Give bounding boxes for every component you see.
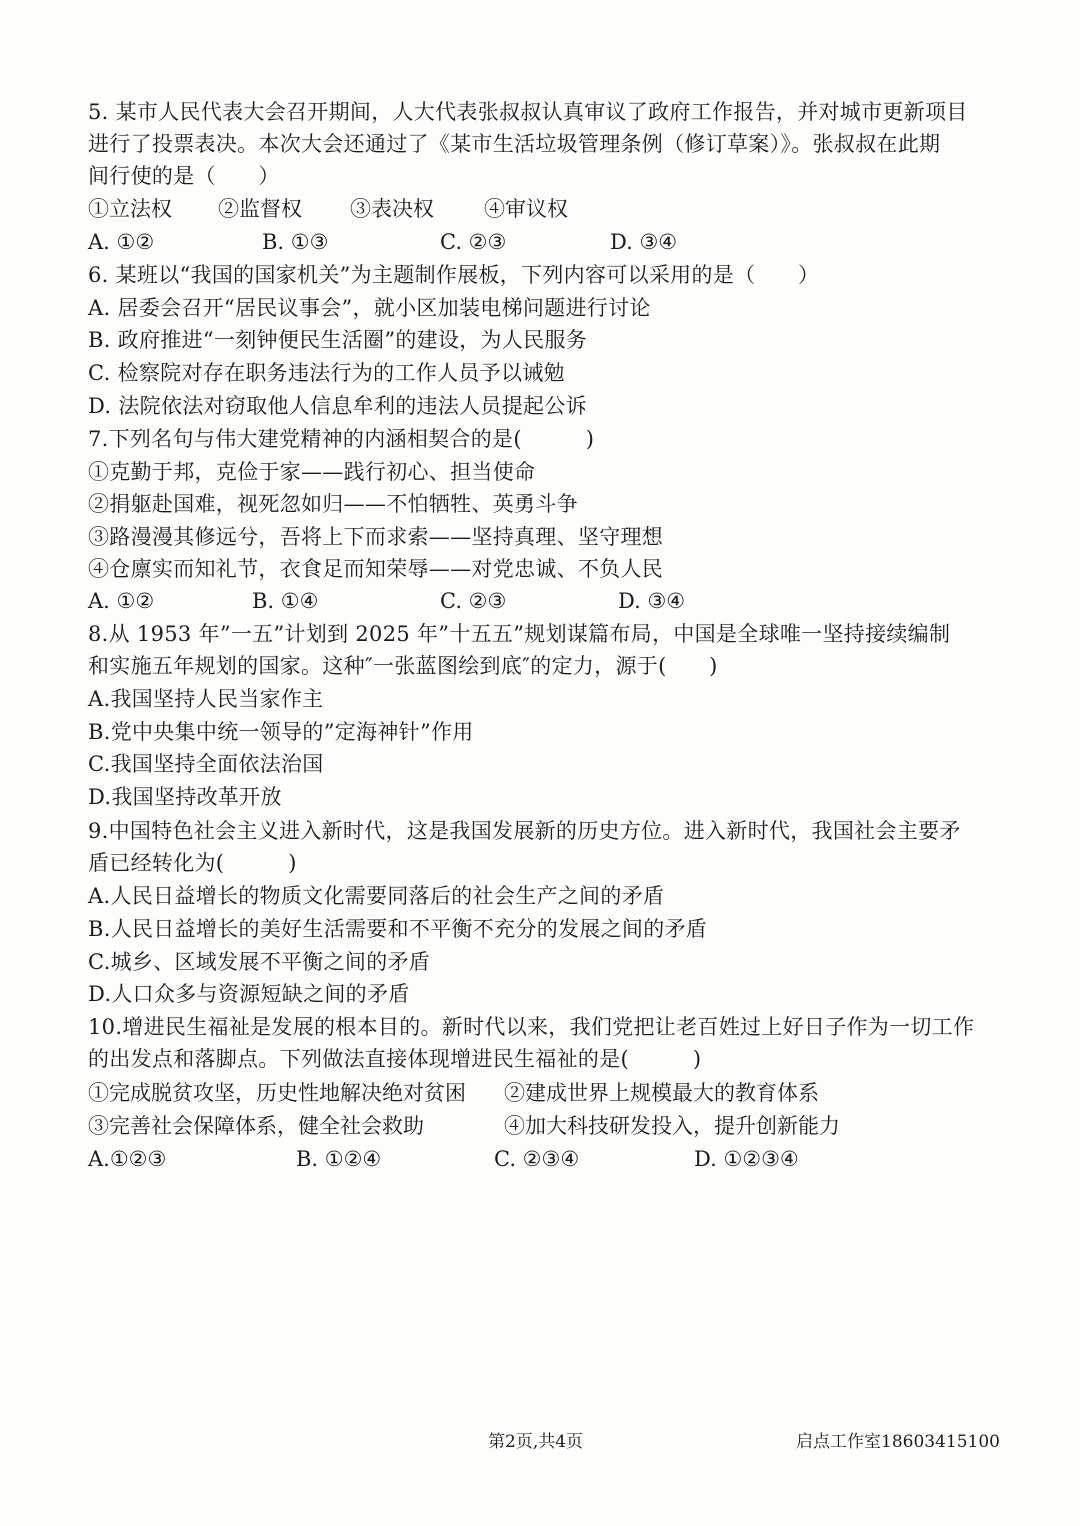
q5-item-2: ②监督权: [218, 197, 302, 221]
q7-item-1: ①克勤于邦，克俭于家——践行初心、担当使命: [88, 460, 536, 484]
q5-choice-c: C. ②③: [440, 230, 507, 254]
q7-item-4: ④仓廪实而知礼节，衣食足而知荣辱——对党忠诚、不负人民: [88, 557, 664, 581]
q7-item-3: ③路漫漫其修远兮，吾将上下而求索——坚持真理、坚守理想: [88, 525, 664, 549]
q5-stem-line-2: 进行了投票表决。本次大会还通过了《某市生活垃圾管理条例（修订草案）》。张叔叔在此期: [88, 132, 941, 156]
q8-stem-line-1: 8.从 1953 年”一五”计划到 2025 年”十五五”规划谋篇布局，中国是全球唯一坚持接续编制: [88, 622, 951, 646]
q6-stem-line-1: 6. 某班以“我国的国家机关”为主题制作展板，下列内容可以采用的是（ ）: [88, 263, 820, 287]
q9-stem-line-2: 盾已经转化为( ): [88, 851, 297, 875]
q5-choice-b: B. ①③: [262, 230, 329, 254]
q5-item-3: ③表决权: [350, 197, 434, 221]
q9-option-a: A.人民日益增长的物质文化需要同落后的社会生产之间的矛盾: [88, 884, 665, 908]
q5-choice-a: A. ①②: [88, 230, 155, 254]
q6-option-c: C. 检察院对存在职务违法行为的工作人员予以诫勉: [88, 361, 565, 385]
q9-stem-line-1: 9.中国特色社会主义进入新时代，这是我国发展新的历史方位。进入新时代，我国社会主要矛: [88, 819, 961, 843]
q7-item-2: ②捐躯赴国难，视死忽如归——不怕牺牲、英勇斗争: [88, 492, 578, 516]
q8-option-d: D.我国坚持改革开放: [88, 785, 282, 809]
q9-option-d: D.人口众多与资源短缺之间的矛盾: [88, 982, 410, 1006]
q10-item-4: ④加大科技研发投入，提升创新能力: [504, 1114, 840, 1138]
q7-choice-c: C. ②③: [440, 589, 507, 613]
q5-item-1: ①立法权: [88, 197, 172, 221]
q5-choice-d: D. ③④: [610, 230, 678, 254]
q8-stem-line-2: 和实施五年规划的国家。这种″一张蓝图绘到底″的定力，源于( ): [88, 654, 718, 678]
q7-choice-a: A. ①②: [88, 589, 155, 613]
q8-option-b: B.党中央集中统一领导的”定海神针”作用: [88, 720, 474, 744]
q7-choice-d: D. ③④: [618, 589, 686, 613]
q5-stem-line-3: 间行使的是（ ）: [88, 164, 280, 188]
q10-choice-a: A.①②③: [88, 1147, 167, 1171]
q10-choice-c: C. ②③④: [494, 1147, 580, 1171]
studio-contact: 启点工作室18603415100: [796, 1432, 1000, 1452]
q5-item-4: ④审议权: [484, 197, 568, 221]
q9-option-b: B.人民日益增长的美好生活需要和不平衡不充分的发展之间的矛盾: [88, 917, 708, 941]
q10-item-2: ②建成世界上规模最大的教育体系: [504, 1081, 819, 1105]
q7-stem-line-1: 7.下列名句与伟大建党精神的内涵相契合的是( ): [88, 427, 595, 451]
q10-item-1: ①完成脱贫攻坚，历史性地解决绝对贫困: [88, 1081, 466, 1105]
page-number: 第2页,共4页: [488, 1432, 584, 1452]
q6-option-a: A. 居委会召开“居民议事会”，就小区加装电梯问题进行讨论: [88, 296, 651, 320]
q10-stem-line-1: 10.增进民生福祉是发展的根本目的。新时代以来，我们党把让老百姓过上好日子作为一切工作: [88, 1015, 975, 1039]
q6-option-b: B. 政府推进“一刻钟便民生活圈”的建设，为人民服务: [88, 328, 588, 352]
q10-item-3: ③完善社会保障体系，健全社会救助: [88, 1114, 424, 1138]
q7-choice-b: B. ①④: [252, 589, 319, 613]
q5-stem-line-1: 5. 某市人民代表大会召开期间，人大代表张叔叔认真审议了政府工作报告，并对城市更新项目: [88, 100, 968, 124]
q6-option-d: D. 法院依法对窃取他人信息牟利的违法人员提起公诉: [88, 394, 587, 418]
q10-choice-d: D. ①②③④: [694, 1147, 799, 1171]
q10-stem-line-2: 的出发点和落脚点。下列做法直接体现增进民生福祉的是( ): [88, 1047, 702, 1071]
q9-option-c: C.城乡、区域发展不平衡之间的矛盾: [88, 950, 431, 974]
q8-option-c: C.我国坚持全面依法治国: [88, 752, 324, 776]
q10-choice-b: B. ①②④: [296, 1147, 382, 1171]
q8-option-a: A.我国坚持人民当家作主: [88, 687, 324, 711]
